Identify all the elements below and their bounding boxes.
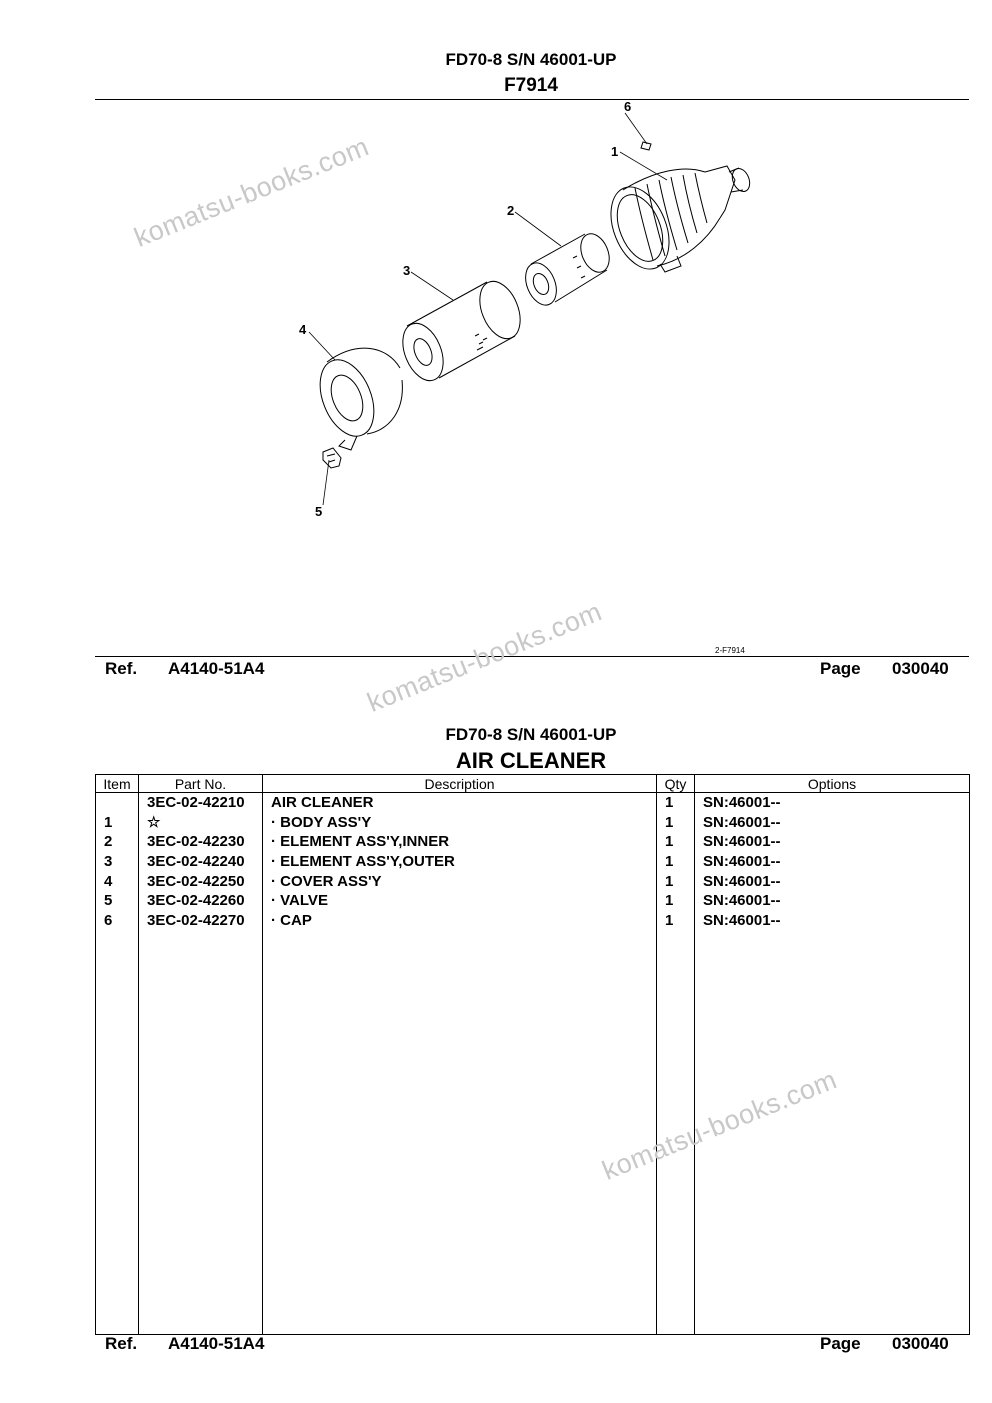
column-header-qty: Qty: [657, 775, 695, 793]
callout-5: 5: [315, 504, 323, 519]
callout-1: 1: [611, 144, 619, 159]
part-no-cell: 3EC-02-42270: [139, 911, 263, 931]
item-cell: 2: [96, 832, 139, 852]
figure-code: F7914: [504, 75, 558, 96]
qty-cell: 1: [657, 911, 695, 931]
callout-4: 4: [299, 322, 307, 337]
options-cell: SN:46001--: [695, 891, 970, 911]
valve-drawing: [323, 448, 341, 468]
table-empty-space: [96, 930, 970, 1334]
options-cell: SN:46001--: [695, 813, 970, 833]
qty-cell: 1: [657, 871, 695, 891]
part-no-cell: 3EC-02-42250: [139, 871, 263, 891]
description-cell: · VALVE: [263, 891, 657, 911]
table-row: [96, 852, 970, 872]
page-label-bottom: Page: [820, 1334, 861, 1353]
qty-cell: 1: [657, 852, 695, 872]
item-cell: [96, 793, 139, 813]
ref-value-top: A4140-51A4: [168, 659, 265, 678]
watermark-text: komatsu-books.com: [130, 131, 374, 253]
leader-lines: [309, 113, 667, 505]
description-cell: · BODY ASS'Y: [263, 813, 657, 833]
part-no-cell: 3EC-02-42240: [139, 852, 263, 872]
page-value-top: 030040: [892, 659, 949, 678]
table-row: [96, 891, 970, 911]
description-cell: · ELEMENT ASS'Y,OUTER: [263, 852, 657, 872]
options-cell: SN:46001--: [695, 832, 970, 852]
column-header-description: Description: [263, 775, 657, 793]
item-cell: 3: [96, 852, 139, 872]
options-cell: SN:46001--: [695, 793, 970, 813]
part-no-cell: ☆: [139, 813, 263, 833]
part-no-cell: 3EC-02-42210: [139, 793, 263, 813]
outer-element-drawing: [395, 275, 528, 386]
description-cell: · COVER ASS'Y: [263, 871, 657, 891]
body-assembly-drawing: [600, 142, 753, 278]
table-row: [96, 871, 970, 891]
options-cell: SN:46001--: [695, 871, 970, 891]
column-header-part-no: Part No.: [139, 775, 263, 793]
page-value-bottom: 030040: [892, 1334, 949, 1353]
table-row: [96, 793, 970, 813]
table-row: [96, 911, 970, 931]
qty-cell: 1: [657, 793, 695, 813]
part-no-cell: 3EC-02-42260: [139, 891, 263, 911]
item-cell: 5: [96, 891, 139, 911]
item-cell: 6: [96, 911, 139, 931]
qty-cell: 1: [657, 813, 695, 833]
air-cleaner-exploded-diagram: [95, 100, 795, 660]
table-row: [96, 813, 970, 833]
model-title-bottom: FD70-8 S/N 46001-UP: [445, 725, 617, 744]
watermark-text: komatsu-books.com: [598, 1064, 842, 1186]
options-cell: SN:46001--: [695, 911, 970, 931]
table-row: [96, 832, 970, 852]
model-title-top: FD70-8 S/N 46001-UP: [445, 50, 617, 69]
table-header-row: [96, 775, 970, 793]
inner-element-drawing: [520, 230, 615, 310]
page-label-top: Page: [820, 659, 861, 678]
ref-label-bottom: Ref.: [105, 1334, 138, 1353]
callout-3: 3: [403, 263, 411, 278]
column-header-options: Options: [695, 775, 970, 793]
description-cell: · ELEMENT ASS'Y,INNER: [263, 832, 657, 852]
callout-6: 6: [624, 100, 632, 114]
section-title: AIR CLEANER: [455, 748, 607, 773]
qty-cell: 1: [657, 891, 695, 911]
column-header-item: Item: [96, 775, 139, 793]
description-cell: · CAP: [263, 911, 657, 931]
qty-cell: 1: [657, 832, 695, 852]
cover-assembly-drawing: [310, 348, 403, 450]
callout-2: 2: [507, 203, 515, 218]
ref-label-top: Ref.: [105, 659, 138, 678]
watermark-text: komatsu-books.com: [363, 596, 607, 718]
part-no-cell: 3EC-02-42230: [139, 832, 263, 852]
options-cell: SN:46001--: [695, 852, 970, 872]
description-cell: AIR CLEANER: [263, 793, 657, 813]
parts-table: [95, 774, 970, 1335]
footer-rule-top: [95, 656, 969, 657]
item-cell: 1: [96, 813, 139, 833]
ref-value-bottom: A4140-51A4: [168, 1334, 265, 1353]
figure-stamp: 2-F7914: [715, 646, 745, 655]
item-cell: 4: [96, 871, 139, 891]
